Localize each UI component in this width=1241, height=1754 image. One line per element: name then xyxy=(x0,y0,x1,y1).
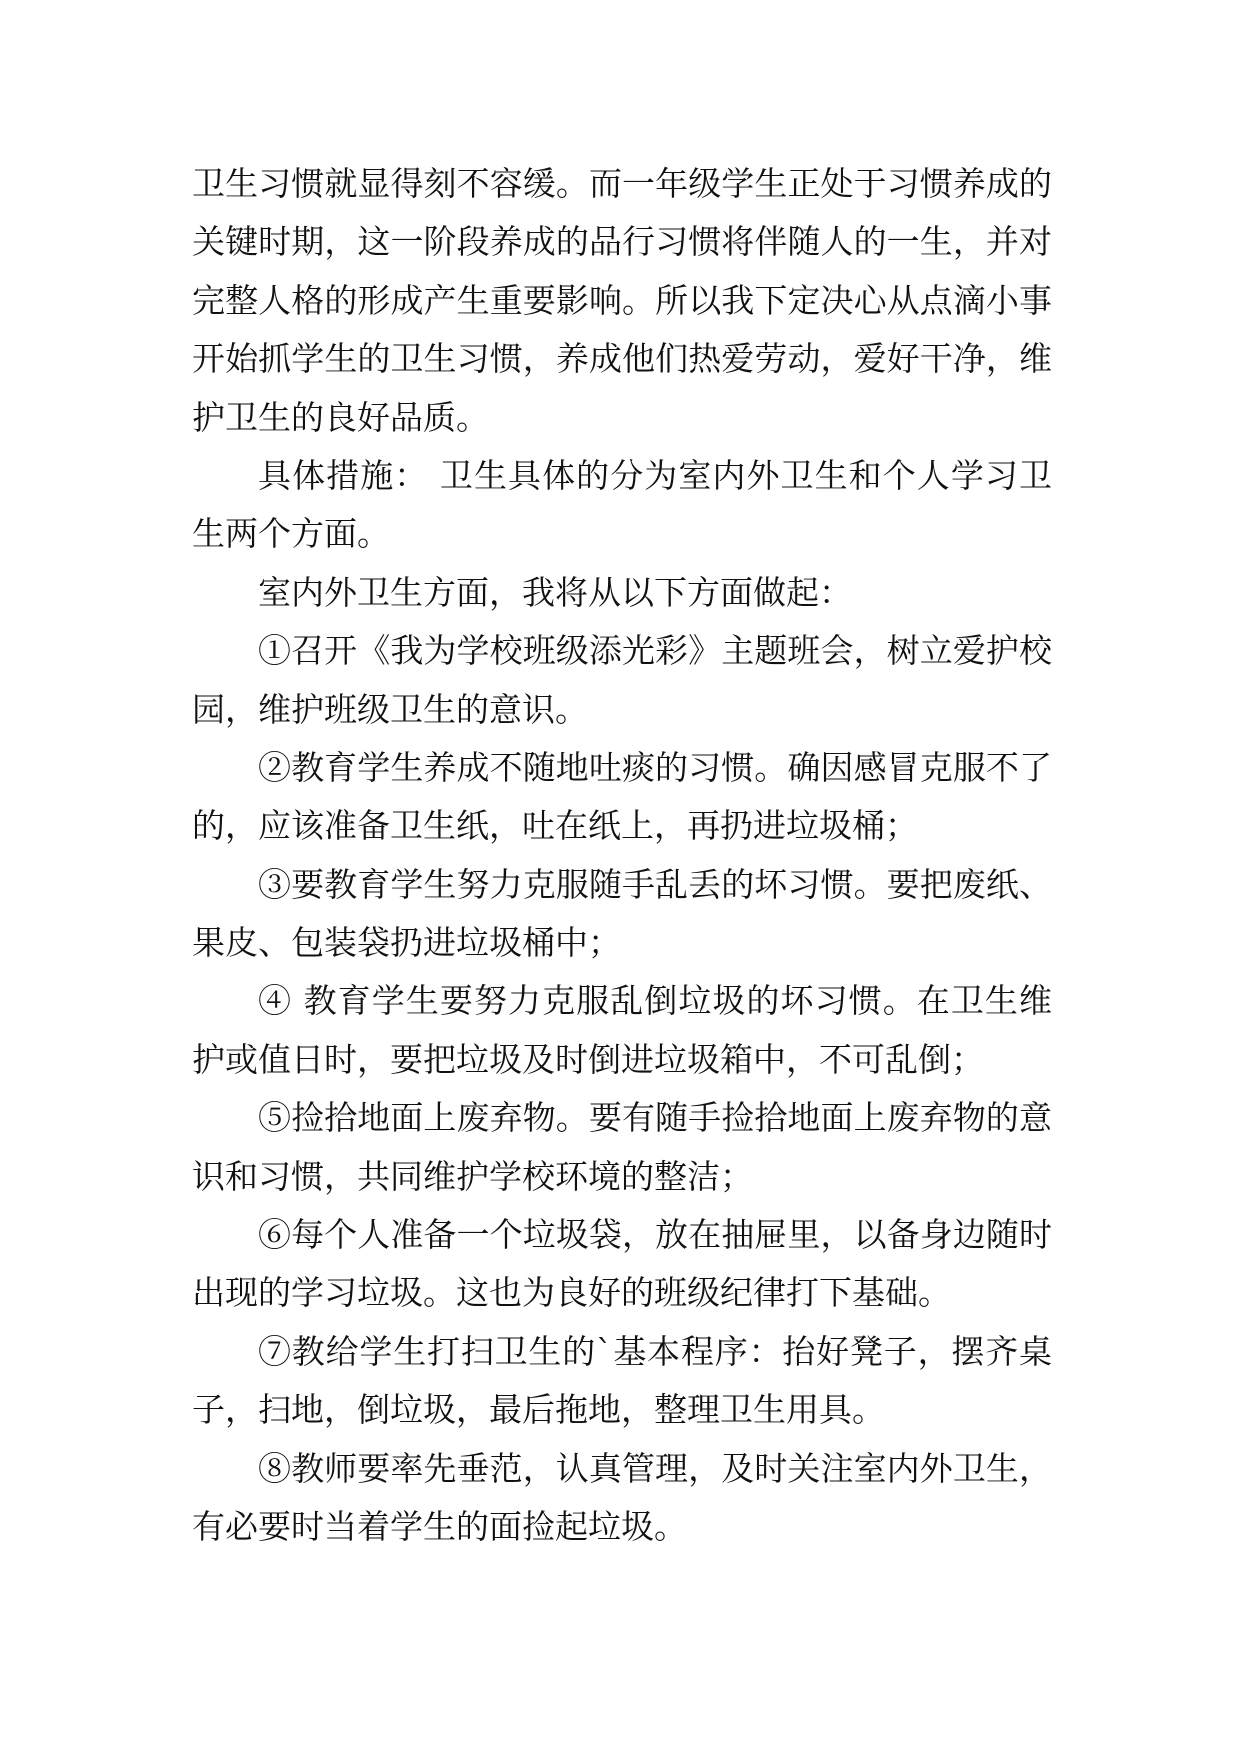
list-item-4 xyxy=(192,972,1052,1089)
text-line: 具体措施： 卫生具体的分为室内外卫生和个人学习卫 xyxy=(258,455,1052,495)
text-line: ⑦教给学生打扫卫生的`基本程序：抬好凳子，摆齐桌 xyxy=(258,1331,1052,1371)
text-line: 关键时期，这一阶段养成的品行习惯将伴随人的一生，并对 xyxy=(192,222,1052,262)
list-item-6 xyxy=(192,1206,1052,1323)
paragraph-indoor-outdoor-intro xyxy=(192,564,1052,622)
text-line: 有必要时当着学生的面捡起垃圾。 xyxy=(192,1506,687,1546)
text-line: ⑧教师要率先垂范，认真管理，及时关注室内外卫生， xyxy=(258,1448,1052,1488)
text-line: 识和习惯，共同维护学校环境的整洁； xyxy=(192,1156,753,1196)
paragraph-hygiene-importance xyxy=(192,155,1052,447)
text-line: ①召开《我为学校班级添光彩》主题班会，树立爱护校 xyxy=(258,631,1052,671)
text-line: 护或值日时，要把垃圾及时倒进垃圾箱中，不可乱倒； xyxy=(192,1039,984,1079)
text-line: 开始抓学生的卫生习惯，养成他们热爱劳动，爱好干净，维 xyxy=(192,339,1052,379)
text-line: 园，维护班级卫生的意识。 xyxy=(192,689,588,729)
text-line: 出现的学习垃圾。这也为良好的班级纪律打下基础。 xyxy=(192,1273,951,1313)
text-line: 子，扫地，倒垃圾，最后拖地，整理卫生用具。 xyxy=(192,1390,885,1430)
list-item-1 xyxy=(192,622,1052,739)
body-text xyxy=(192,155,1052,1556)
text-line: 护卫生的良好品质。 xyxy=(192,397,489,437)
list-item-2 xyxy=(192,739,1052,856)
text-line: 室内外卫生方面，我将从以下方面做起： xyxy=(258,572,852,612)
text-line: 卫生习惯就显得刻不容缓。而一年级学生正处于习惯养成的 xyxy=(192,164,1052,203)
text-line: 果皮、包装袋扔进垃圾桶中； xyxy=(192,923,621,963)
paragraph-specific-measures xyxy=(192,447,1052,564)
list-item-7 xyxy=(192,1323,1052,1440)
list-item-8 xyxy=(192,1440,1052,1557)
text-line: ②教育学生养成不随地吐痰的习惯。确因感冒克服不了 xyxy=(258,747,1052,787)
text-line: ⑥每个人准备一个垃圾袋，放在抽屉里，以备身边随时 xyxy=(258,1215,1052,1255)
text-line: ③要教育学生努力克服随手乱丢的坏习惯。要把废纸、 xyxy=(258,864,1052,904)
text-line: ④ 教育学生要努力克服乱倒垃圾的坏习惯。在卫生维 xyxy=(258,981,1052,1021)
text-line: 生两个方面。 xyxy=(192,514,390,554)
text-line: 的，应该准备卫生纸，吐在纸上，再扔进垃圾桶； xyxy=(192,806,918,846)
list-item-5 xyxy=(192,1089,1052,1206)
text-line: 完整人格的形成产生重要影响。所以我下定决心从点滴小事 xyxy=(192,280,1052,320)
list-item-3 xyxy=(192,856,1052,973)
text-line: ⑤捡拾地面上废弃物。要有随手捡拾地面上废弃物的意 xyxy=(258,1098,1052,1138)
